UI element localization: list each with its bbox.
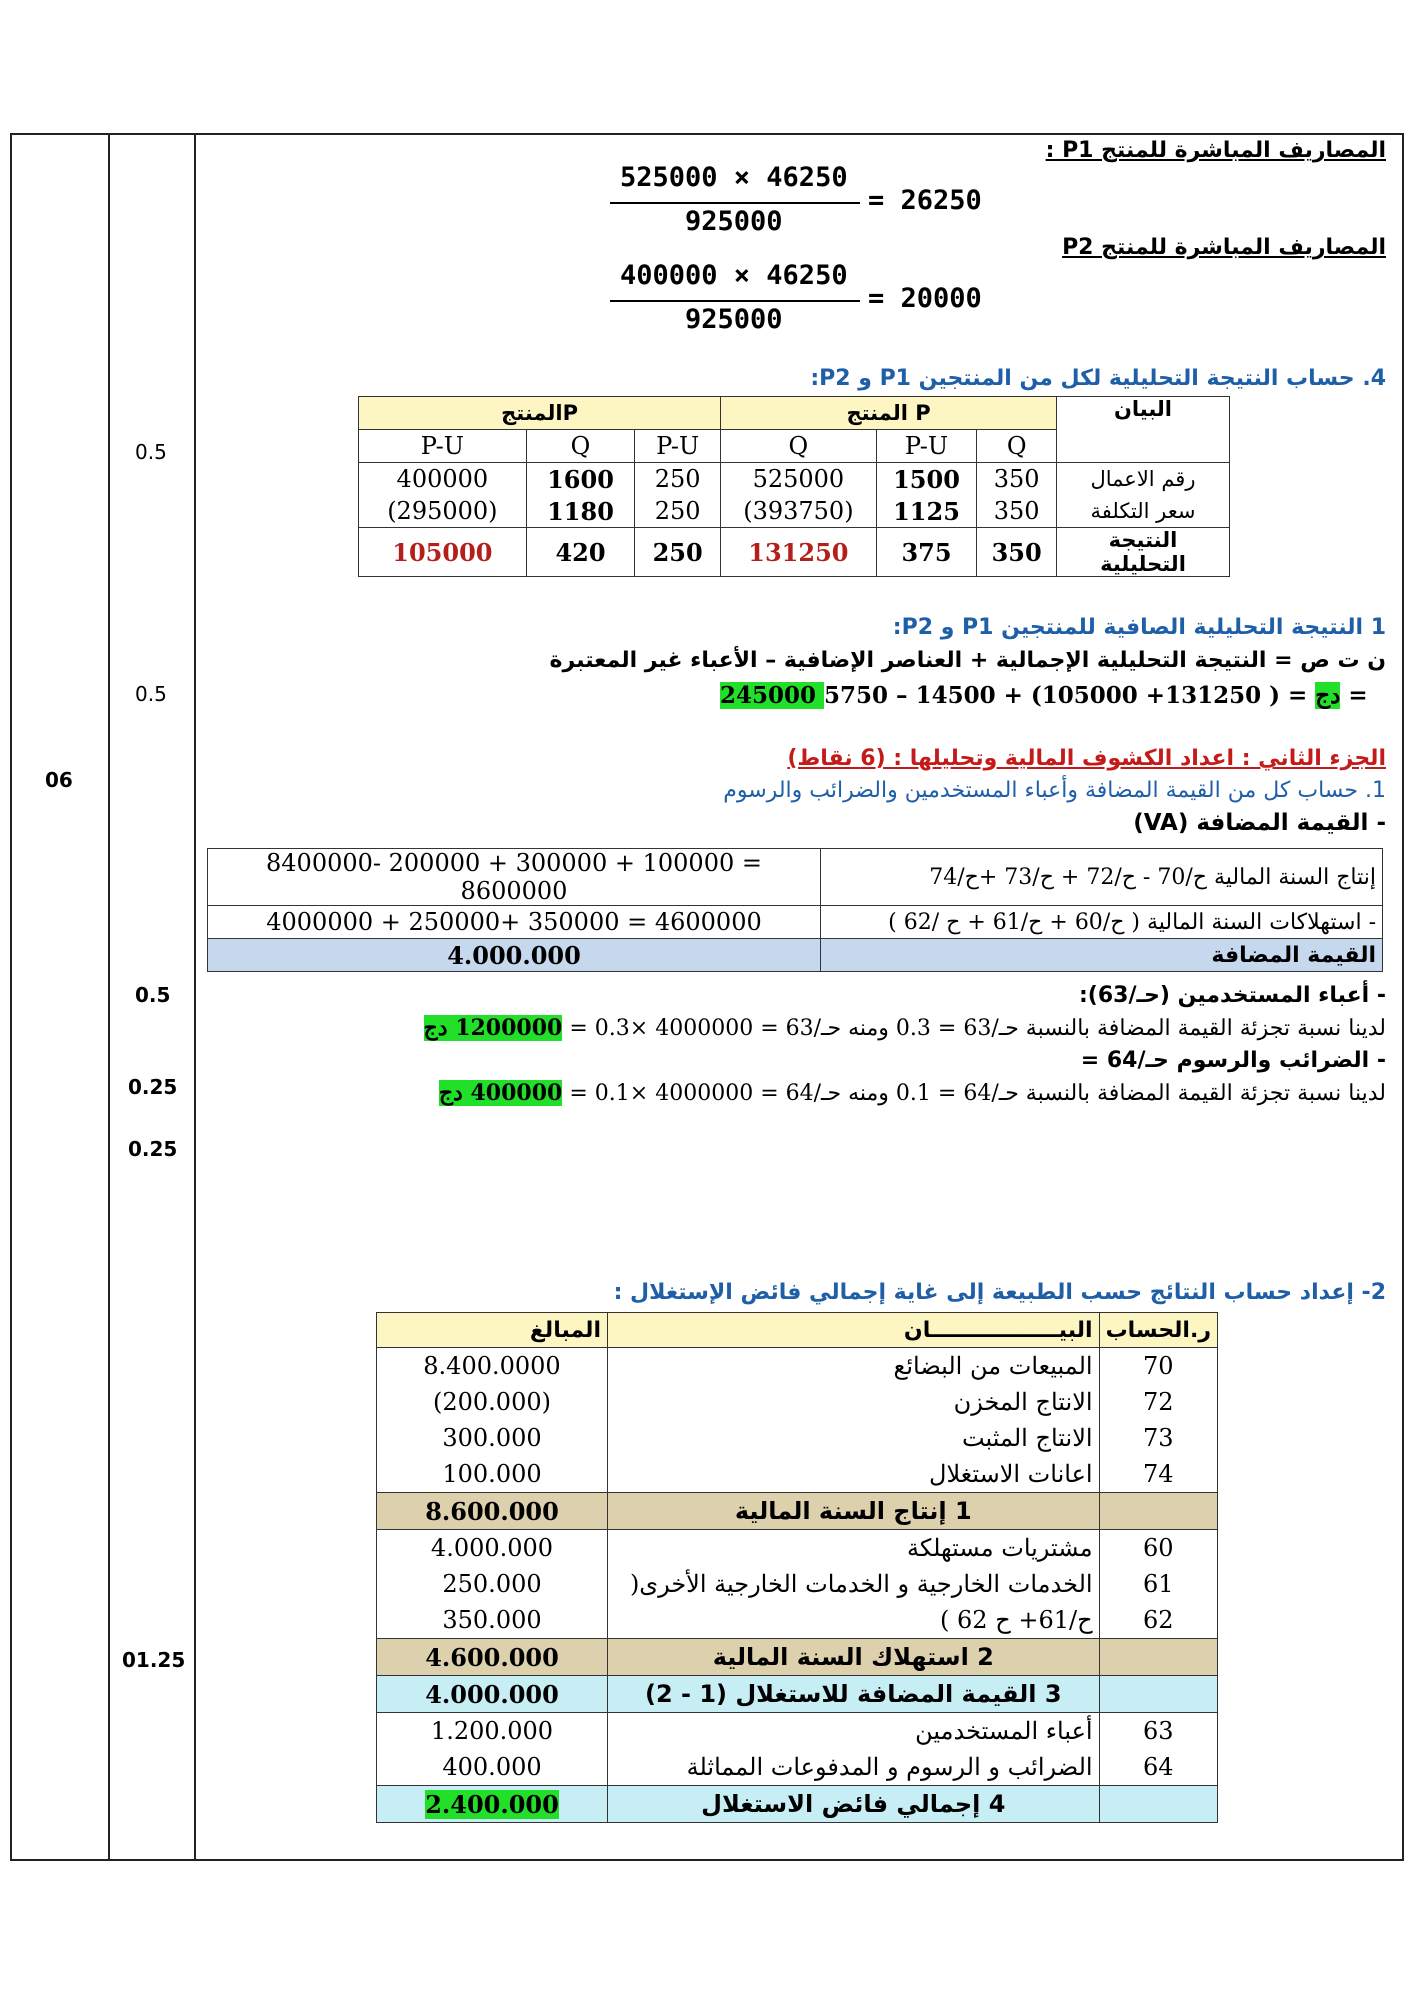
statement-label: الانتاج المخزن — [608, 1384, 1100, 1420]
fraction-bar — [610, 202, 860, 204]
statement-row — [377, 1530, 1218, 1567]
analytic-result-heading: 4. حساب النتيجة التحليلية لكل من المنتجين P1 و P2: — [810, 366, 1386, 391]
col-header: Q — [721, 430, 877, 463]
statement-amount: 250.000 — [377, 1566, 608, 1602]
net-result-formula: ن ت ص = النتيجة التحليلية الإجمالية + العناصر الإضافية – الأعباء غير المعتبرة — [549, 648, 1386, 673]
value-added-table — [207, 848, 1383, 972]
statement-amount: 4.000.000 — [377, 1676, 608, 1713]
table-cell: (295000) — [359, 495, 527, 528]
statement-amount: (200.000) — [377, 1384, 608, 1420]
score-mark: 0.5 — [135, 983, 171, 1007]
va-label: إنتاج السنة المالية ح/70 - ح/72 + ح/73 +ح/74 — [821, 849, 1383, 906]
va-label: - استهلاكات السنة المالية ( ح/60 + ح/61 + ح /62 ) — [821, 906, 1383, 939]
table-cell: 525000 — [721, 463, 877, 496]
table-cell: 250 — [635, 463, 721, 496]
table-cell: 250 — [635, 495, 721, 528]
part2-question-1: 1. حساب كل من القيمة المضافة وأعباء المستخدمين والضرائب والرسوم — [723, 778, 1386, 803]
table-cell: (393750) — [721, 495, 877, 528]
staff-costs-result: 1200000 دج — [423, 1015, 563, 1041]
statement-row — [377, 1676, 1218, 1713]
label-column-header: البيان — [1057, 397, 1230, 463]
table-cell: 1600 — [526, 463, 635, 496]
statement-label: الانتاج المثبت — [608, 1420, 1100, 1456]
statement-label: الضرائب و الرسوم و المدفوعات المماثلة — [608, 1749, 1100, 1786]
score-mark: 0.25 — [128, 1137, 178, 1161]
p2-fraction — [610, 260, 990, 340]
statement-account: 62 — [1099, 1602, 1217, 1639]
row-label: رقم الاعمال — [1057, 463, 1230, 496]
statement-label: 2 استهلاك السنة المالية — [608, 1639, 1100, 1676]
col-header-label: البيـــــــــــــــــان — [608, 1313, 1100, 1348]
taxes-result: 400000 دج — [438, 1080, 563, 1106]
statement-account: 63 — [1099, 1713, 1217, 1750]
statement-amount: 8.400.0000 — [377, 1348, 608, 1385]
table-cell: 250 — [635, 528, 721, 577]
statement-account: 73 — [1099, 1420, 1217, 1456]
statement-amount — [377, 1786, 608, 1823]
statement-account — [1099, 1639, 1217, 1676]
statement-amount: 350.000 — [377, 1602, 608, 1639]
statement-amount: 4.000.000 — [377, 1530, 608, 1567]
income-statement-heading: 2- إعداد حساب النتائج حسب الطبيعة إلى غاية إجمالي فائض الإستغلال : — [613, 1280, 1386, 1305]
statement-label: 4 إجمالي فائض الاستغلال — [608, 1786, 1100, 1823]
col-header: Q — [977, 430, 1057, 463]
product-b-header: المنتجP — [359, 397, 721, 430]
statement-amount: 300.000 — [377, 1420, 608, 1456]
score-mark: 01.25 — [122, 1648, 186, 1672]
staff-costs-line — [424, 1015, 1386, 1041]
table-cell: 400000 — [359, 463, 527, 496]
statement-label: المبيعات من البضائع — [608, 1348, 1100, 1385]
net-result-value: 245000 دج — [720, 682, 1341, 709]
fraction-result: = 20000 — [868, 283, 982, 314]
va-total-value: 4.000.000 — [208, 939, 821, 972]
row-label: النتيجة التحليلية — [1057, 528, 1230, 577]
column-divider-2 — [194, 133, 196, 1859]
table-cell: 131250 — [721, 528, 877, 577]
fraction-numerator: 400000 × 46250 — [620, 260, 848, 291]
analytic-result-table — [358, 396, 1230, 577]
taxes-line — [439, 1080, 1386, 1106]
statement-label: مشتريات مستهلكة — [608, 1530, 1100, 1567]
statement-account: 61 — [1099, 1566, 1217, 1602]
va-value: 8400000- 200000 + 300000 + 100000 = 8600000 — [208, 849, 821, 906]
column-divider-1 — [108, 133, 110, 1859]
statement-account: 74 — [1099, 1456, 1217, 1493]
p2-direct-costs-heading: المصاريف المباشرة للمنتج P2 — [1062, 235, 1386, 260]
statement-label: ح/61+ ح 62 ) — [608, 1602, 1100, 1639]
statement-row — [377, 1639, 1218, 1676]
statement-account — [1099, 1493, 1217, 1530]
fraction-result: = 26250 — [868, 185, 982, 216]
statement-row — [377, 1384, 1218, 1420]
statement-row — [377, 1786, 1218, 1823]
col-header-account: ر.الحساب — [1099, 1313, 1217, 1348]
statement-account: 60 — [1099, 1530, 1217, 1567]
statement-label: أعباء المستخدمين — [608, 1713, 1100, 1750]
statement-label: 3 القيمة المضافة للاستغلال (1 - 2) — [608, 1676, 1100, 1713]
table-cell: 350 — [977, 495, 1057, 528]
statement-label: 1 إنتاج السنة المالية — [608, 1493, 1100, 1530]
statement-amount: 4.600.000 — [377, 1639, 608, 1676]
statement-row — [377, 1749, 1218, 1786]
statement-row — [377, 1456, 1218, 1493]
table-cell: 1125 — [876, 495, 977, 528]
p1-fraction — [610, 162, 990, 242]
fraction-denominator: 925000 — [685, 206, 783, 237]
statement-amount: 8.600.000 — [377, 1493, 608, 1530]
col-header: Q — [526, 430, 635, 463]
statement-amount: 400.000 — [377, 1749, 608, 1786]
statement-amount: 100.000 — [377, 1456, 608, 1493]
staff-costs-title: - أعباء المستخدمين (حـ/63): — [1079, 983, 1386, 1008]
income-statement-table — [376, 1312, 1218, 1823]
statement-total-highlight: 2.400.000 — [425, 1789, 559, 1819]
row-label: سعر التكلفة — [1057, 495, 1230, 528]
statement-row — [377, 1602, 1218, 1639]
table-cell: 350 — [977, 528, 1057, 577]
table-cell: 420 — [526, 528, 635, 577]
col-header: P-U — [359, 430, 527, 463]
product-a-header: المنتج P — [721, 397, 1057, 430]
va-total-label: القيمة المضافة — [821, 939, 1383, 972]
fraction-denominator: 925000 — [685, 304, 783, 335]
value-added-title: - القيمة المضافة (VA) — [1133, 810, 1386, 836]
statement-account — [1099, 1786, 1217, 1823]
statement-account — [1099, 1676, 1217, 1713]
statement-row — [377, 1713, 1218, 1750]
score-mark: 0.5 — [135, 440, 167, 464]
net-result-heading: 1 النتيجة التحليلية الصافية للمنتجين P1 و P2: — [892, 615, 1386, 640]
col-header: P-U — [635, 430, 721, 463]
table-cell: 1180 — [526, 495, 635, 528]
col-header: P-U — [876, 430, 977, 463]
fraction-numerator: 525000 × 46250 — [620, 162, 848, 193]
statement-row — [377, 1493, 1218, 1530]
va-value: 4000000 + 250000+ 350000 = 4600000 — [208, 906, 821, 939]
part2-heading: الجزء الثاني : اعداد الكشوف المالية وتحليلها : (6 نقاط) — [787, 746, 1386, 771]
taxes-calc: لدينا نسبة تجزئة القيمة المضافة بالنسبة حـ/64 = 0.1 ومنه حـ/64 = 4000000 ×0.1 = — [569, 1081, 1386, 1106]
total-score: 06 — [45, 768, 73, 792]
statement-row — [377, 1348, 1218, 1385]
statement-label: اعانات الاستغلال — [608, 1456, 1100, 1493]
net-result-expression: = ( 131250+ 105000) + 14500 – 5750 = — [824, 682, 1368, 709]
statement-account: 70 — [1099, 1348, 1217, 1385]
net-result-calculation — [720, 682, 1368, 709]
score-mark: 0.25 — [128, 1075, 178, 1099]
statement-account: 64 — [1099, 1749, 1217, 1786]
p1-direct-costs-heading: المصاريف المباشرة للمنتج P1 : — [1045, 138, 1386, 163]
staff-costs-calc: لدينا نسبة تجزئة القيمة المضافة بالنسبة حـ/63 = 0.3 ومنه حـ/63 = 4000000 ×0.3 = — [569, 1016, 1386, 1041]
table-cell: 105000 — [359, 528, 527, 577]
score-mark: 0.5 — [135, 682, 167, 706]
col-header-amount: المبالغ — [377, 1313, 608, 1348]
fraction-bar — [610, 300, 860, 302]
statement-row — [377, 1420, 1218, 1456]
statement-account: 72 — [1099, 1384, 1217, 1420]
statement-label: الخدمات الخارجية و الخدمات الخارجية الأخرى( — [608, 1566, 1100, 1602]
table-cell: 350 — [977, 463, 1057, 496]
table-cell: 1500 — [876, 463, 977, 496]
table-cell: 375 — [876, 528, 977, 577]
statement-amount: 1.200.000 — [377, 1713, 608, 1750]
taxes-title: - الضرائب والرسوم حـ/64 = — [1080, 1048, 1386, 1073]
statement-row — [377, 1566, 1218, 1602]
